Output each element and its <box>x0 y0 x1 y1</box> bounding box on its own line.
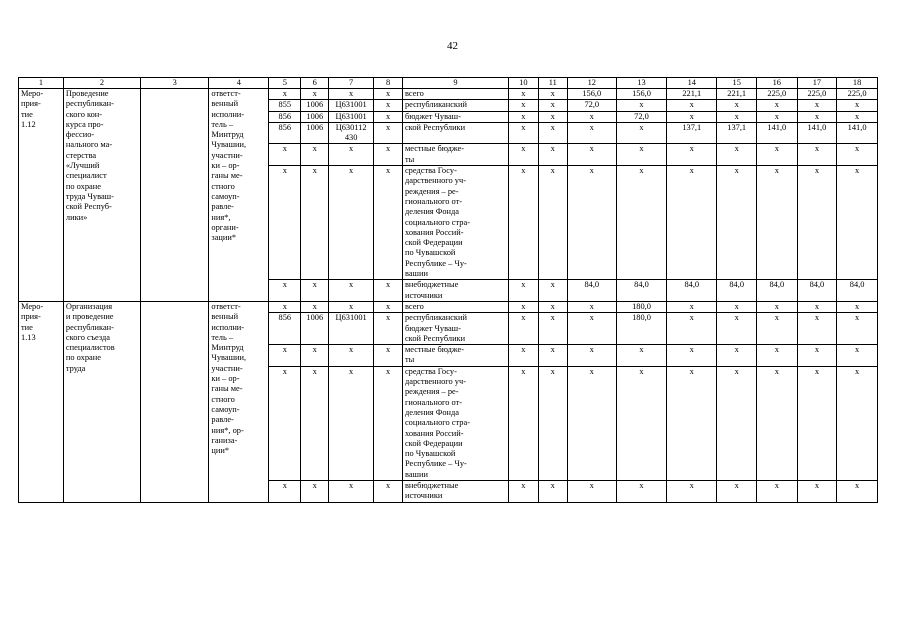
funding-source: внебюджетные источники <box>402 480 508 502</box>
value-cell: x <box>837 366 878 480</box>
funding-source: республиканский бюджет Чуваш- ской Республики <box>402 313 508 345</box>
value-cell: x <box>667 166 717 280</box>
value-cell: x <box>508 144 538 166</box>
cell-target-article: x <box>329 345 374 367</box>
cell-grbs: x <box>269 345 301 367</box>
cell-section: x <box>301 280 329 302</box>
cell-section: x <box>301 345 329 367</box>
funding-source: внебюджетные источники <box>402 280 508 302</box>
value-cell: 137,1 <box>667 122 717 144</box>
value-cell: x <box>667 345 717 367</box>
value-cell: 137,1 <box>717 122 757 144</box>
measure-name: Проведение республикан- ского кон- курса про- фессио- нального ма- стерства «Лучший специалист по охране труда Чуваш- ской Респуб- лики» <box>63 89 140 302</box>
value-cell: 84,0 <box>567 280 616 302</box>
funding-source: ской Республики <box>402 122 508 144</box>
measure-code: Меро- прия- тие 1.13 <box>19 301 64 502</box>
value-cell: 180,0 <box>616 301 666 312</box>
value-cell: x <box>508 111 538 122</box>
cell-expense-type: x <box>374 313 403 345</box>
value-cell: x <box>717 100 757 111</box>
cell-target-article: x <box>329 280 374 302</box>
cell-expense-type: x <box>374 301 403 312</box>
cell-expense-type: x <box>374 280 403 302</box>
cell-grbs: 855 <box>269 100 301 111</box>
header-cell: 8 <box>374 78 403 89</box>
cell-expense-type: x <box>374 366 403 480</box>
value-cell: x <box>538 122 567 144</box>
value-cell: x <box>567 345 616 367</box>
cell-section: x <box>301 301 329 312</box>
cell-expense-type: x <box>374 122 403 144</box>
value-cell: x <box>567 313 616 345</box>
value-cell: x <box>616 345 666 367</box>
value-cell: x <box>667 313 717 345</box>
value-cell: x <box>538 301 567 312</box>
value-cell: x <box>797 313 837 345</box>
value-cell: 141,0 <box>837 122 878 144</box>
page-number: 42 <box>447 40 458 52</box>
cell-target-article: Ц631001 <box>329 100 374 111</box>
header-cell: 17 <box>797 78 837 89</box>
funding-source: республиканский <box>402 100 508 111</box>
cell-section: 1006 <box>301 122 329 144</box>
cell-grbs: x <box>269 280 301 302</box>
value-cell: x <box>508 345 538 367</box>
header-cell: 6 <box>301 78 329 89</box>
value-cell: x <box>667 301 717 312</box>
value-cell: x <box>508 280 538 302</box>
value-cell: x <box>616 100 666 111</box>
value-cell: x <box>717 144 757 166</box>
cell-grbs: x <box>269 480 301 502</box>
value-cell: x <box>538 345 567 367</box>
cell-expense-type: x <box>374 480 403 502</box>
table-row <box>19 89 878 100</box>
value-cell: x <box>717 366 757 480</box>
value-cell: x <box>567 366 616 480</box>
value-cell: x <box>508 89 538 100</box>
value-cell: x <box>616 366 666 480</box>
cell-expense-type: x <box>374 144 403 166</box>
value-cell: 180,0 <box>616 313 666 345</box>
value-cell: 84,0 <box>756 280 797 302</box>
value-cell: x <box>538 480 567 502</box>
header-cell: 2 <box>63 78 140 89</box>
value-cell: x <box>756 301 797 312</box>
header-cell: 5 <box>269 78 301 89</box>
value-cell: x <box>538 166 567 280</box>
value-cell: x <box>538 89 567 100</box>
header-cell: 12 <box>567 78 616 89</box>
measure-responsible: ответст- венный исполни- тель – Минтруд Чувашии, участни- ки – ор- ганы ме- стного самоуп- равле- ния*, ор- ганиза- ции* <box>209 301 269 502</box>
header-cell: 14 <box>667 78 717 89</box>
header-cell: 11 <box>538 78 567 89</box>
cell-target-article: Ц630112 430 <box>329 122 374 144</box>
value-cell: x <box>717 480 757 502</box>
cell-target-article: x <box>329 366 374 480</box>
value-cell: x <box>837 301 878 312</box>
value-cell: x <box>837 100 878 111</box>
value-cell: x <box>538 144 567 166</box>
cell-section: 1006 <box>301 111 329 122</box>
value-cell: 225,0 <box>797 89 837 100</box>
value-cell: x <box>508 166 538 280</box>
value-cell: x <box>756 166 797 280</box>
value-cell: x <box>797 345 837 367</box>
cell-target-article: x <box>329 166 374 280</box>
measure-responsible: ответст- венный исполни- тель – Минтруд Чувашии, участни- ки – ор- ганы ме- стного самоуп- равле- ния*, органи- зации* <box>209 89 269 302</box>
value-cell: x <box>797 301 837 312</box>
cell-target-article: x <box>329 89 374 100</box>
funding-source: средства Госу- дарственного уч- реждения – ре- гионального от- деления Фонда социального стра- хования Россий- ской Федерации по Чувашской Республике – Чу- вашии <box>402 166 508 280</box>
funding-source: всего <box>402 301 508 312</box>
value-cell: x <box>567 166 616 280</box>
value-cell: 141,0 <box>797 122 837 144</box>
cell-target-article: x <box>329 480 374 502</box>
header-cell: 1 <box>19 78 64 89</box>
value-cell: x <box>797 480 837 502</box>
cell-section: x <box>301 366 329 480</box>
value-cell: x <box>508 301 538 312</box>
value-cell: x <box>616 166 666 280</box>
cell-expense-type: x <box>374 166 403 280</box>
measure-name: Организация и проведение республикан- ского съезда специалистов по охране труда <box>63 301 140 502</box>
funding-source: местные бюдже- ты <box>402 144 508 166</box>
value-cell: 225,0 <box>837 89 878 100</box>
cell-grbs: x <box>269 301 301 312</box>
value-cell: 84,0 <box>667 280 717 302</box>
value-cell: x <box>508 100 538 111</box>
cell-section: x <box>301 480 329 502</box>
value-cell: x <box>756 313 797 345</box>
cell-expense-type: x <box>374 345 403 367</box>
funding-source: всего <box>402 89 508 100</box>
cell-grbs: 856 <box>269 111 301 122</box>
cell-section: x <box>301 166 329 280</box>
value-cell: 156,0 <box>616 89 666 100</box>
program-table <box>18 77 878 503</box>
value-cell: x <box>567 480 616 502</box>
value-cell: x <box>717 313 757 345</box>
cell-target-article: Ц631001 <box>329 111 374 122</box>
value-cell: x <box>538 366 567 480</box>
value-cell: x <box>667 100 717 111</box>
value-cell: x <box>567 144 616 166</box>
value-cell: x <box>508 122 538 144</box>
cell-target-article: Ц631001 <box>329 313 374 345</box>
cell-grbs: 856 <box>269 313 301 345</box>
measure-code: Меро- прия- тие 1.12 <box>19 89 64 302</box>
header-cell: 15 <box>717 78 757 89</box>
header-cell: 13 <box>616 78 666 89</box>
value-cell: x <box>508 480 538 502</box>
value-cell: x <box>567 301 616 312</box>
header-cell: 18 <box>837 78 878 89</box>
value-cell: 72,0 <box>567 100 616 111</box>
value-cell: x <box>616 480 666 502</box>
cell-expense-type: x <box>374 111 403 122</box>
value-cell: 221,1 <box>717 89 757 100</box>
value-cell: 84,0 <box>717 280 757 302</box>
cell-grbs: x <box>269 166 301 280</box>
value-cell: x <box>797 111 837 122</box>
header-cell: 4 <box>209 78 269 89</box>
value-cell: x <box>508 366 538 480</box>
value-cell: x <box>837 111 878 122</box>
funding-source: средства Госу- дарственного уч- реждения – ре- гионального от- деления Фонда социального стра- хования Россий- ской Федерации по Чувашской Республике – Чу- вашии <box>402 366 508 480</box>
funding-source: местные бюдже- ты <box>402 345 508 367</box>
value-cell: 221,1 <box>667 89 717 100</box>
value-cell: 84,0 <box>837 280 878 302</box>
value-cell: x <box>837 313 878 345</box>
value-cell: 72,0 <box>616 111 666 122</box>
cell-section: 1006 <box>301 100 329 111</box>
value-cell: x <box>538 111 567 122</box>
value-cell: x <box>717 345 757 367</box>
cell-grbs: x <box>269 366 301 480</box>
value-cell: x <box>756 366 797 480</box>
value-cell: x <box>667 480 717 502</box>
cell-section: 1006 <box>301 313 329 345</box>
header-cell: 16 <box>756 78 797 89</box>
value-cell: x <box>797 144 837 166</box>
value-cell: x <box>756 144 797 166</box>
cell-expense-type: x <box>374 89 403 100</box>
header-cell: 7 <box>329 78 374 89</box>
value-cell: x <box>538 280 567 302</box>
value-cell: x <box>756 100 797 111</box>
cell-target-article: x <box>329 144 374 166</box>
value-cell: x <box>717 166 757 280</box>
cell-grbs: x <box>269 89 301 100</box>
empty-cell <box>140 89 208 302</box>
value-cell: x <box>508 313 538 345</box>
value-cell: x <box>837 345 878 367</box>
value-cell: x <box>717 301 757 312</box>
value-cell: 141,0 <box>756 122 797 144</box>
funding-source: бюджет Чуваш- <box>402 111 508 122</box>
header-cell: 9 <box>402 78 508 89</box>
value-cell: x <box>567 122 616 144</box>
value-cell: x <box>797 166 837 280</box>
cell-grbs: x <box>269 144 301 166</box>
header-cell: 3 <box>140 78 208 89</box>
value-cell: x <box>756 111 797 122</box>
value-cell: x <box>538 100 567 111</box>
value-cell: x <box>616 144 666 166</box>
empty-cell <box>140 301 208 502</box>
value-cell: x <box>667 366 717 480</box>
header-cell: 10 <box>508 78 538 89</box>
value-cell: x <box>538 313 567 345</box>
cell-grbs: 856 <box>269 122 301 144</box>
value-cell: x <box>797 100 837 111</box>
value-cell: x <box>667 144 717 166</box>
cell-section: x <box>301 89 329 100</box>
value-cell: x <box>717 111 757 122</box>
value-cell: x <box>567 111 616 122</box>
value-cell: x <box>837 144 878 166</box>
table-row <box>19 301 878 312</box>
value-cell: 84,0 <box>797 280 837 302</box>
value-cell: x <box>797 366 837 480</box>
value-cell: x <box>837 166 878 280</box>
cell-expense-type: x <box>374 100 403 111</box>
value-cell: x <box>667 111 717 122</box>
cell-target-article: x <box>329 301 374 312</box>
value-cell: x <box>756 345 797 367</box>
value-cell: x <box>616 122 666 144</box>
cell-section: x <box>301 144 329 166</box>
value-cell: 156,0 <box>567 89 616 100</box>
header-row <box>19 78 878 89</box>
value-cell: x <box>837 480 878 502</box>
value-cell: 84,0 <box>616 280 666 302</box>
value-cell: 225,0 <box>756 89 797 100</box>
value-cell: x <box>756 480 797 502</box>
